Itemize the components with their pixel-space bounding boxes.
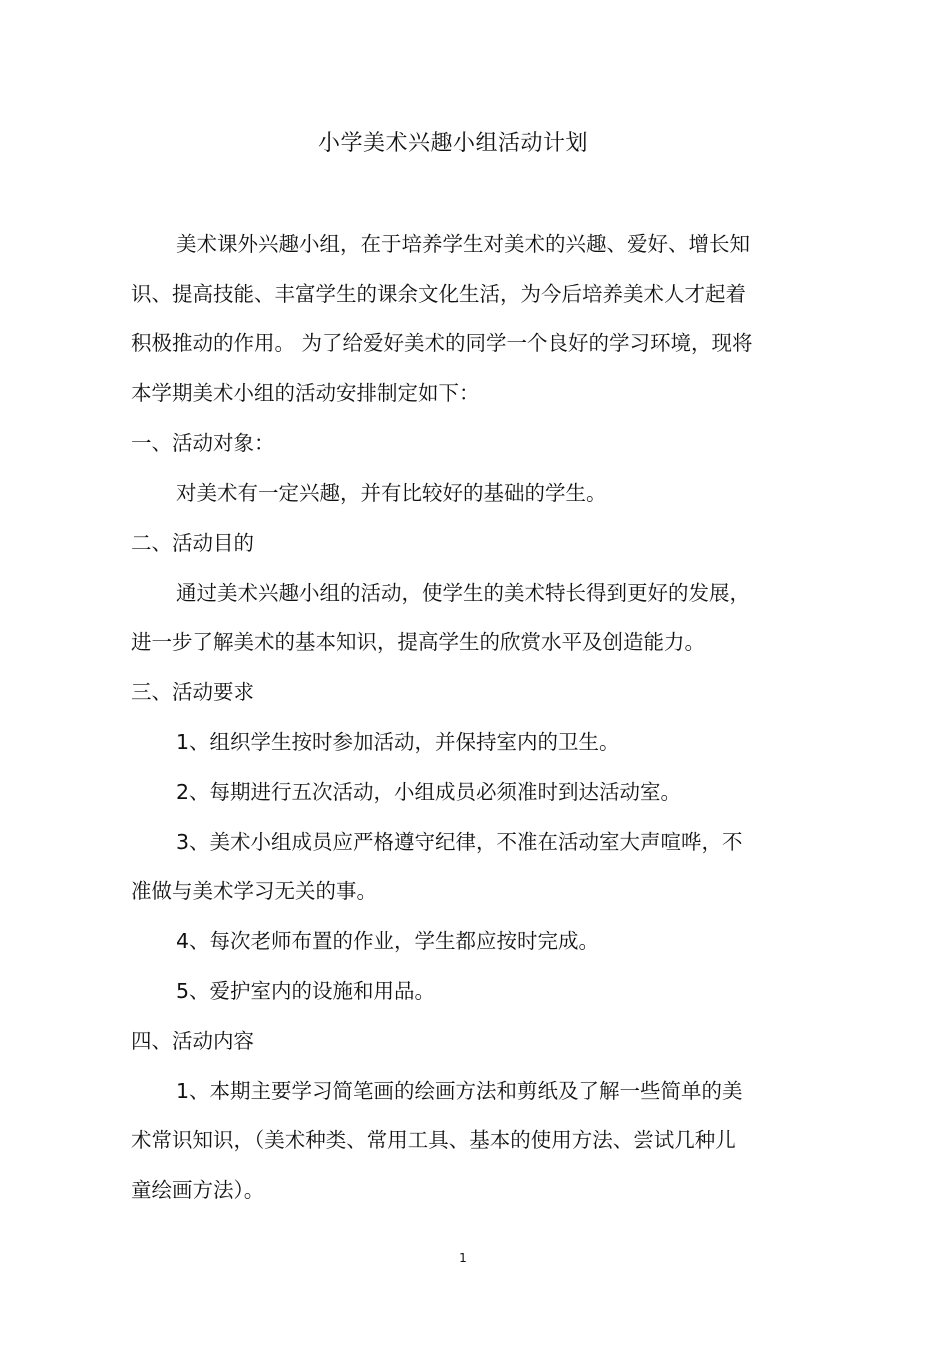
content-line-3: 童绘画方法）。 [131,1178,265,1202]
section-heading-requirements: 三、活动要求 [131,680,254,704]
requirement-line-5: 4、每次老师布置的作业，学生都应按时完成。 [176,929,600,953]
requirement-line-4: 准做与美术学习无关的事。 [131,879,377,903]
content-line-2: 术常识知识，（美术种类、常用工具、基本的使用方法、尝试几种儿 [131,1128,736,1152]
content-line-1: 1、本期主要学习简笔画的绘画方法和剪纸及了解一些简单的美 [176,1079,743,1103]
section-heading-target: 一、活动对象： [131,431,275,455]
section-heading-purpose: 二、活动目的 [131,531,254,555]
requirement-line-2: 2、每期进行五次活动，小组成员必须准时到达活动室。 [176,780,682,804]
section-target-line-1: 对美术有一定兴趣，并有比较好的基础的学生。 [176,481,607,505]
requirement-line-3: 3、美术小组成员应严格遵守纪律，不准在活动室大声喧哗，不 [176,830,743,854]
section-heading-content: 四、活动内容 [131,1029,254,1053]
intro-line-4: 本学期美术小组的活动安排制定如下： [131,381,480,405]
intro-line-1: 美术课外兴趣小组，在于培养学生对美术的兴趣、爱好、增长知 [176,232,750,256]
intro-line-3: 积极推动的作用。 为了给爱好美术的同学一个良好的学习环境，现将 [131,331,753,355]
requirement-line-6: 5、爱护室内的设施和用品。 [176,979,436,1003]
document-title: 小学美术兴趣小组活动计划 [317,131,588,156]
page-number: 1 [459,1251,467,1265]
requirement-line-1: 1、组织学生按时参加活动，并保持室内的卫生。 [176,730,620,754]
intro-line-2: 识、提高技能、丰富学生的课余文化生活，为今后培养美术人才起着 [131,282,746,306]
section-purpose-line-1: 通过美术兴趣小组的活动，使学生的美术特长得到更好的发展， [176,581,750,605]
section-purpose-line-2: 进一步了解美术的基本知识，提高学生的欣赏水平及创造能力。 [131,630,705,654]
